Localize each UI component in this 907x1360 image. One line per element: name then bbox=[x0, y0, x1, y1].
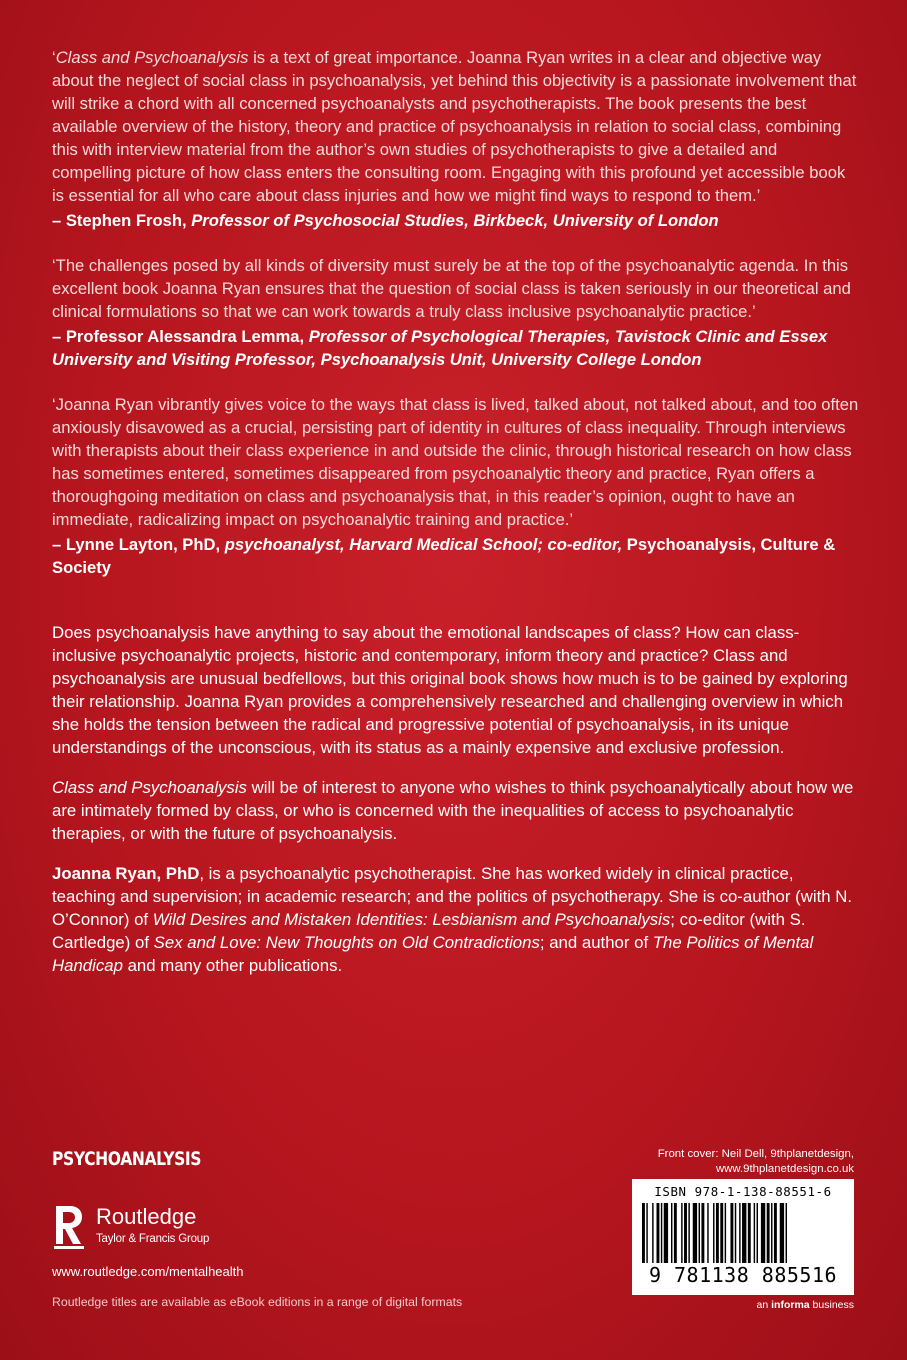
subject-category: PSYCHOANALYSIS bbox=[52, 1148, 202, 1170]
back-cover-text bbox=[52, 46, 860, 994]
endorsement-attribution-1: – Stephen Frosh, Professor of Psychosocial Studies, Birkbeck, University of London bbox=[52, 211, 719, 230]
endorsement-quote-1: ‘Class and Psychoanalysis is a text of great importance. Joanna Ryan writes in a clear and objective way about the neglect of social class in psychoanalysis, yet behind this objectivity is a passionate involvement that will strike a chord with all concerned psychoanalysts and psychotherapists. The book presents the best available overview of the history, theory and practice of psychoanalysis in relation to social class, combining this with interview material from the author’s own studies of psychotherapists to give a detailed and compelling picture of how class enters the consulting room. Engaging with this profound yet accessible book is essential for all who care about class injuries and how we might find ways to respond to them.’ bbox=[52, 48, 857, 205]
routledge-r-logo-icon bbox=[52, 1204, 86, 1250]
ebook-note: Routledge titles are available as eBook editions in a range of digital formats bbox=[52, 1295, 463, 1309]
publisher-url: www.routledge.com/mentalhealth bbox=[52, 1264, 244, 1279]
publisher-group: Taylor & Francis Group bbox=[96, 1233, 210, 1245]
barcode-icon bbox=[638, 1203, 850, 1263]
endorsement-quote-2: ‘The challenges posed by all kinds of diversity must surely be at the top of the psychoanalytic agenda. In this excellent book Joanna Ryan ensures that the question of social class is taken seriously in our theoretical and clinical formulations so that we can work towards a truly class inclusive psychoanalytic practice.’ bbox=[52, 256, 851, 321]
routledge-logo bbox=[52, 1204, 292, 1254]
barcode-digits: 9 781138 885516 bbox=[648, 1263, 838, 1287]
book-description: Does psychoanalysis have anything to say about the emotional landscapes of class? How can class-inclusive psychoanalytic projects, historic and contemporary, inform theory and practice? Class and psychoanalysis are unusual bedfellows, but this original book shows how much is to be gained by exploring their relationship. Joanna Ryan provides a comprehensively researched and challenging overview in which she holds the tension between the radical and progressive potential of psychoanalysis, in its unique understandings of the unconscious, with its status as a mainly expensive and exclusive profession. bbox=[52, 623, 848, 757]
audience-statement: Class and Psychoanalysis will be of interest to anyone who wishes to think psychoanalytically about how we are intimately formed by class, or who is concerned with the inequalities of access to psychoanalytic therapies, or with the future of psychoanalysis. bbox=[52, 778, 854, 843]
isbn-barcode bbox=[632, 1179, 854, 1295]
cover-credit: Front cover: Neil Dell, 9thplanetdesign, www.9thplanetdesign.co.uk bbox=[657, 1148, 854, 1175]
endorsement-quote-3: ‘Joanna Ryan vibrantly gives voice to the ways that class is lived, talked about, not talked about, and too often anxiously disavowed as a crucial, persisting part of identity in cultures of class inequality. Through interviews with therapists about their class experience in and outside the clinic, through historical research on how class has sometimes entered, sometimes disappeared from psychoanalytic theory and practice, Ryan offers a thoroughgoing meditation on class and psychoanalysis that, in this reader’s opinion, ought to have an immediate, radicalizing impact on psychoanalytic training and practice.’ bbox=[52, 395, 859, 529]
endorsement-attribution-3: – Lynne Layton, PhD, psychoanalyst, Harvard Medical School; co-editor, Psychoanalysis, Culture & Society bbox=[52, 535, 836, 577]
informa-tagline: an informa business bbox=[756, 1299, 854, 1311]
book-title-italic: Class and Psychoanalysis bbox=[55, 48, 249, 67]
author-bio: Joanna Ryan, PhD, is a psychoanalytic psychotherapist. She has worked widely in clinical practice, teaching and supervision; in academic research; and the politics of psychotherapy. She is co-author (with N. O’Connor) of Wild Desires and Mistaken Identities: Lesbianism and Psychoanalysis; co-editor (with S. Cartledge) of Sex and Love: New Thoughts on Old Contradictions; and author of The Politics of Mental Handicap and many other publications. bbox=[52, 864, 853, 975]
publisher-name: Routledge bbox=[96, 1204, 197, 1229]
endorsement-attribution-2: – Professor Alessandra Lemma, Professor of Psychological Therapies, Tavistock Clinic and Essex University and Visiting Professor, Psychoanalysis Unit, University College London bbox=[52, 327, 828, 369]
publisher-block bbox=[52, 1148, 463, 1309]
isbn-label: ISBN 978-1-138-88551-6 bbox=[654, 1184, 832, 1199]
